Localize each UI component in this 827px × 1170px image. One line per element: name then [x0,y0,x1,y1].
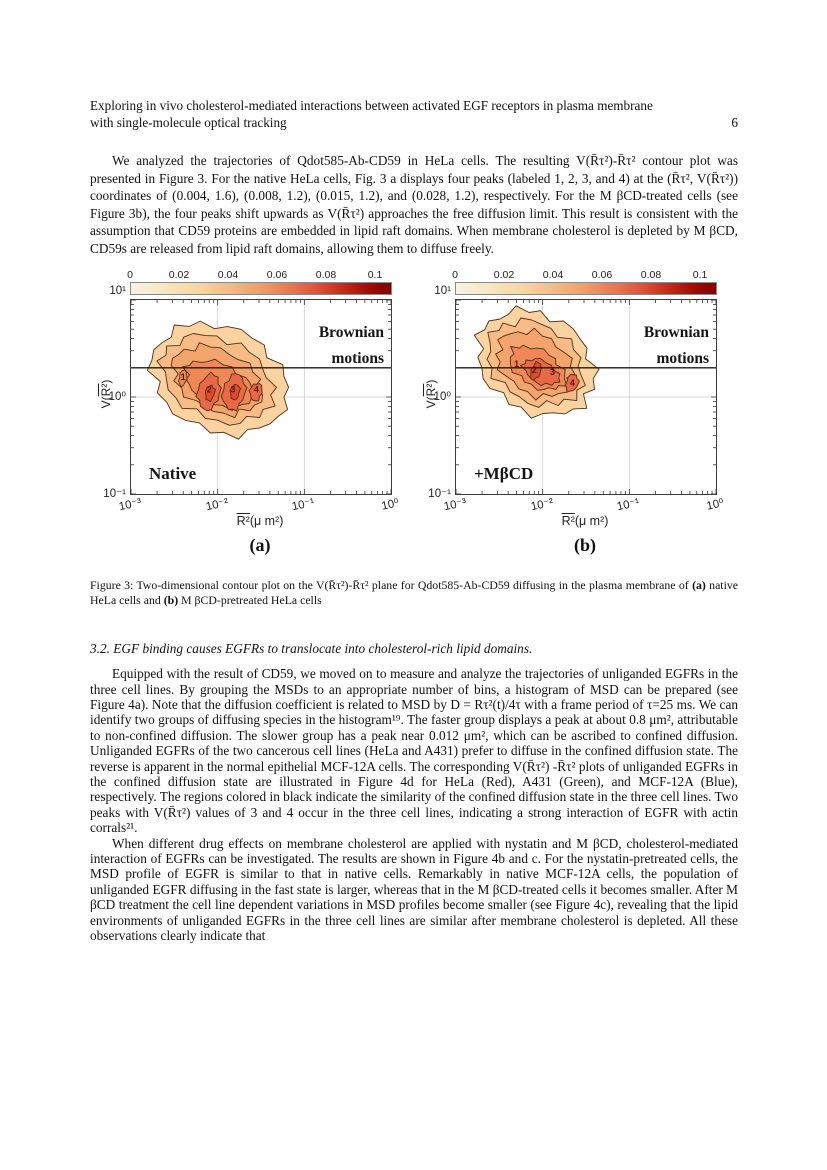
colorbar-tick: 0.04 [542,268,564,281]
colorbar-tick: 0.1 [692,268,708,281]
colorbar-tick: 0.1 [367,268,383,281]
x-axis-label: R²(μ m²) [236,513,284,528]
colorbar-tick: 0.06 [591,268,613,281]
x-tick: 10⁻¹ [616,496,641,513]
peak-label-1: 1 [180,371,186,382]
x-tick: 10⁻¹ [291,496,316,513]
peak-label-1: 1 [514,358,520,369]
colorbar-ticks-a [127,268,390,281]
colorbar-b [455,282,717,295]
condition-label-mbcd: +MβCD [474,463,534,483]
peak-label-3: 3 [230,383,236,394]
y-tick: 10⁰ [433,390,451,403]
x-tick: 10⁻² [204,496,230,513]
brownian-motions-annotation: Brownian motions [318,323,384,367]
colorbar-tick: 0.02 [493,268,515,281]
figure-3b-panel [415,268,739,563]
contour-plot-b [455,299,717,495]
colorbar-tick: 0 [127,268,133,281]
x-tick: 10⁻³ [442,496,468,513]
y-tick: 10¹ [109,284,126,297]
running-header-line1: Exploring in vivo cholesterol-mediated interactions between activated EGF receptors in plasma membrane [90,98,653,113]
paragraph-egfr-2: When different drug effects on membrane cholesterol are applied with nystatin and M βCD, cholesterol-mediated interaction of EGFRs can be investigated. The results are shown in Figure 4b and c. For the nystatin-pretreated cells, the MSD profile of EGFR is similar to that in native cells. Remarkably in native MCF-12A cells, the population of unliganded EGFR diffusing in the fast state is larger, whereas that in the M βCD-treated cells it becomes smaller. After M βCD treatment the cell line dependent variations in MSD profiles become smaller (see Figure 4c), revealing that the lipid environments of unliganded EGFRs in the three cell lines are similar after membrane cholesterol is depleted. All these observations clearly indicate that [90,835,738,944]
y-axis-label: V(R²) [424,379,438,408]
colorbar-tick: 0.06 [266,268,288,281]
contour-plot-a [130,299,392,495]
peak-label-4: 4 [569,377,575,388]
x-tick: 10⁻³ [117,496,143,513]
paragraph-egfr-1: Equipped with the result of CD59, we moved on to measure and analyze the trajectories of unliganded EGFRs in the three cell lines. By grouping the MSDs to an appropriate number of bins, a histogram of MSD can be prepared (see Figure 4a). Note that the diffusion coefficient is related to MSD by D = Rτ²(t)/4τ with a frame period of τ=25 ms. We can identify two groups of diffusing species in the histogram¹⁹. The faster group displays a peak at about 0.8 μm², attributable to non-confined diffusion. The slower group has a peak near 0.012 μm², which can be ascribed to confined diffusion. Unliganded EGFRs of the two cancerous cell lines (HeLa and A431) prefer to diffuse in the confined diffusion state. The reverse is apparent in the normal epithelial MCF-12A cells. The corresponding V(R̄τ²) -R̄τ² plots of unliganded EGFRs in the confined diffusion state are illustrated in Figure 4d for HeLa (Red), A431 (Green), and MCF-12A (Blue), respectively. The regions colored in black indicate the similarity of the confined diffusion state in the three cell lines. Two peaks with V(R̄τ²) values of 3 and 4 occur in the three cell lines, indicating a strong interaction of EGFR with actin corrals²¹. [90,666,738,836]
panel-letter-b: (b) [574,534,596,555]
running-header-line2: with single-molecule optical tracking [90,115,287,130]
paragraph-intro: We analyzed the trajectories of Qdot585-Ab-CD59 in HeLa cells. The resulting V(R̄τ²)-R̄τ² contour plot was presented in Figure 3. For the native HeLa cells, Fig. 3 a displays four peaks (labeled 1, 2, 3, and 4) at the (R̄τ², V(R̄τ²)) coordinates of (0.004, 1.6), (0.008, 1.2), (0.015, 1.2), and (0.028, 1.2), respectively. For the M βCD-treated cells (see Figure 3b), the four peaks shift upwards as V(R̄τ²) approaches the free diffusion limit. This result is consistent with the assumption that CD59 proteins are embedded in lipid raft domains. When membrane cholesterol is depleted by M βCD, CD59s are released from lipid raft domains, allowing them to diffuse freely. [90,153,738,256]
peak-label-3: 3 [550,366,556,377]
colorbar-tick: 0 [452,268,458,281]
colorbar-tick: 0.08 [315,268,337,281]
figure-3a-panel [90,268,414,563]
peak-label-2: 2 [206,383,212,394]
colorbar-ticks-b [452,268,715,281]
running-header [90,97,738,131]
x-tick: 10⁰ [380,496,400,513]
x-tick: 10⁻² [529,496,555,513]
section-heading-3-2: 3.2. EGF binding causes EGFRs to translocate into cholesterol-rich lipid domains. [90,641,533,657]
figure-3-caption: Figure 3: Two-dimensional contour plot on the V(R̄τ²)-R̄τ² plane for Qdot585-Ab-CD59 diffusing in the plasma membrane of (a) native HeLa cells and (b) M βCD-pretreated HeLa cells [90,577,738,607]
peak-label-4: 4 [253,383,259,394]
y-tick: 10⁻¹ [103,487,126,500]
colorbar-tick: 0.04 [217,268,239,281]
y-tick: 10¹ [434,284,451,297]
panel-letter-a: (a) [249,534,271,555]
x-axis-label: R²(μ m²) [561,513,609,528]
y-tick: 10⁻¹ [428,487,451,500]
page-number: 6 [731,115,738,130]
x-tick: 10⁰ [705,496,725,513]
colorbar-tick: 0.02 [168,268,190,281]
colorbar-a [130,282,392,295]
brownian-motions-annotation: Brownian motions [643,323,709,367]
figure-3 [90,268,738,563]
colorbar-tick: 0.08 [640,268,662,281]
y-tick: 10⁰ [108,390,126,403]
y-axis-label: V(R²) [99,379,113,408]
peak-label-2: 2 [531,364,537,375]
condition-label-native: Native [149,463,197,483]
